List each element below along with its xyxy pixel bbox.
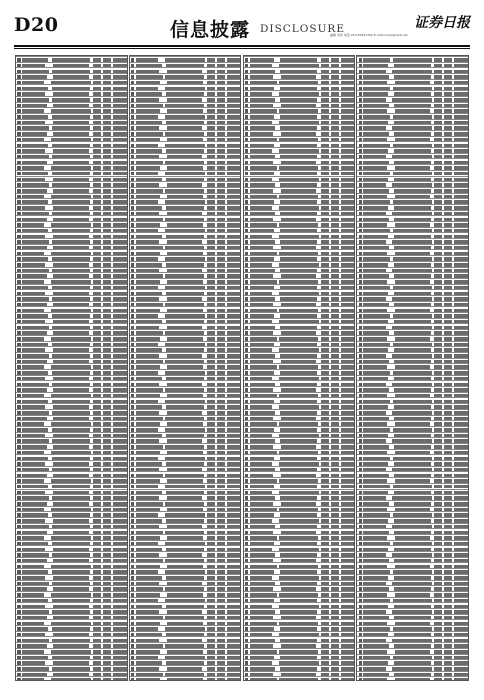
table-column <box>243 55 356 681</box>
editor-contact-line: 编辑 刘杰 电话 010-83251700 E-mail:zmzx@zqrb.net <box>330 33 408 37</box>
table-cell <box>113 678 127 681</box>
masthead-logo: 证券日报 <box>414 15 470 31</box>
page-number: D20 <box>14 14 59 36</box>
table-cell <box>444 678 452 681</box>
table-cell <box>207 678 215 681</box>
table-cell <box>341 678 355 681</box>
table-cell <box>22 678 44 681</box>
table-cell <box>227 678 241 681</box>
table-cell <box>17 678 21 681</box>
table-cell <box>51 678 91 681</box>
section-title-english: DISCLOSURE <box>260 23 345 35</box>
table-cell <box>245 678 249 681</box>
table-cell <box>454 678 468 681</box>
header-rule-thin <box>14 48 470 49</box>
table-row <box>244 676 355 681</box>
table-cell <box>331 678 339 681</box>
table-column <box>356 55 469 681</box>
table-cell <box>103 678 111 681</box>
table-cell <box>363 678 386 681</box>
page-header <box>14 14 470 44</box>
table-cell <box>136 678 161 681</box>
table-cell <box>395 678 430 681</box>
table-cell <box>93 678 101 681</box>
table-cell <box>167 678 203 681</box>
section-title: 信息披露 <box>170 19 251 41</box>
table-column <box>129 55 242 681</box>
table-cell <box>250 678 277 681</box>
table-cell <box>434 678 442 681</box>
table-row <box>16 676 127 681</box>
disclosure-table <box>15 55 469 681</box>
table-column <box>15 55 128 681</box>
table-cell <box>359 678 363 681</box>
table-cell <box>321 678 329 681</box>
table-cell <box>279 678 318 681</box>
table-cell <box>217 678 225 681</box>
header-rule <box>14 45 470 47</box>
table-cell <box>131 678 135 681</box>
table-row <box>357 676 468 681</box>
table-row <box>130 676 241 681</box>
